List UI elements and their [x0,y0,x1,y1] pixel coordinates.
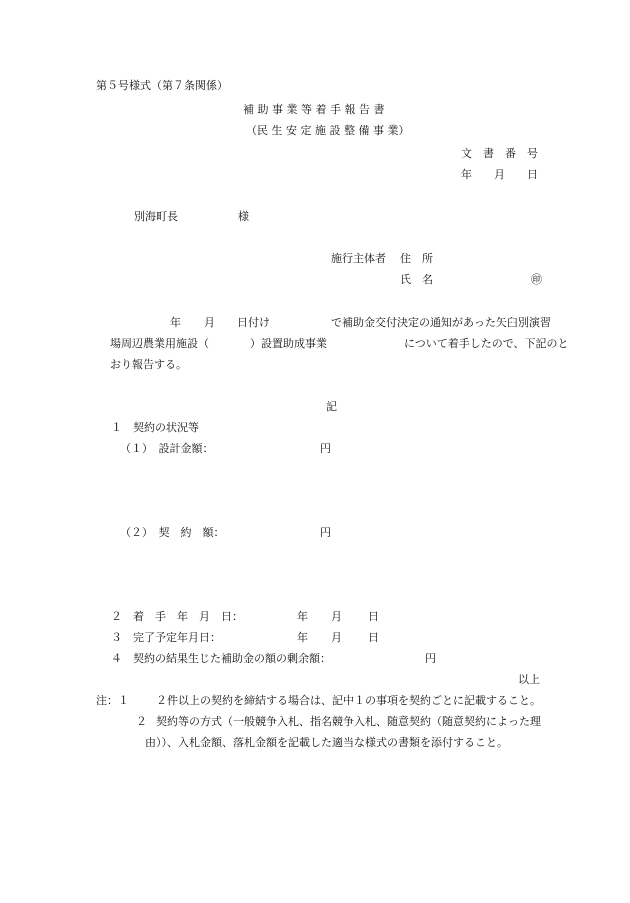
design-amount-label: （１） 設計金額： [120,442,214,455]
note-2-line-1: 契約等の方式（一般競争入札、指名競争入札、随意契約（随意契約によった理 [156,715,541,728]
start-date-year: 年 [297,610,308,623]
body-line3: おり報告する。 [110,358,187,371]
document-subtitle: （民 生 安 定 施 設 整 備 事 業） [246,124,410,137]
record-mark: 記 [326,400,337,413]
body-line2-facility: 場周辺農業用施設（ [110,337,209,350]
note-2-line-2: 由））、入札金額、落札金額を記載した適当な様式の書類を添付すること。 [145,736,508,749]
document-date-label: 年 月 日 [461,168,538,181]
body-line2-project: ）設置助成事業 [250,337,327,350]
applicant-address-label: 住 所 [400,252,433,265]
completion-date-month: 月 [331,631,342,644]
body-line2-rest: について着手したので、下記のと [404,337,569,350]
contract-amount-label: （２） 契 約 額： [120,526,225,539]
section-1-title: １ 契約の状況等 [111,421,199,434]
surplus-unit: 円 [425,652,436,665]
body-month: 月 [204,316,215,329]
note-2-number: ２ [136,715,147,728]
seal-mark: ㊞ [531,273,542,286]
body-line1: で補助金交付決定の通知があった矢臼別演習 [331,316,551,329]
addressee-name: 別海町長 [134,210,178,223]
end-mark: 以上 [518,673,540,686]
note-1: ２件以上の契約を締結する場合は、記中１の事項を契約ごとに記載すること。 [156,694,541,707]
contract-amount-unit: 円 [320,526,331,539]
applicant-role: 施行主体者 [331,252,386,265]
form-number: 第５号様式（第７条関係） [96,79,228,92]
start-date-day: 日 [368,610,379,623]
surplus-label: ４ 契約の結果生じた補助金の額の剰余額： [111,652,331,665]
applicant-name-label: 氏 名 [400,273,433,286]
body-year: 年 [170,316,181,329]
body-day-ref: 日付け [237,316,270,329]
start-date-label: ２ 着 手 年 月 日： [111,610,243,623]
design-amount-unit: 円 [320,442,331,455]
completion-date-day: 日 [368,631,379,644]
completion-date-label: ３ 完了予定年月日： [111,631,221,644]
document-title: 補 助 事 業 等 着 手 報 告 書 [243,103,385,116]
addressee-honorific: 様 [238,210,249,223]
completion-date-year: 年 [297,631,308,644]
start-date-month: 月 [331,610,342,623]
notes-prefix: 注：１ [96,694,129,707]
document-number-label: 文 書 番 号 [461,147,538,160]
